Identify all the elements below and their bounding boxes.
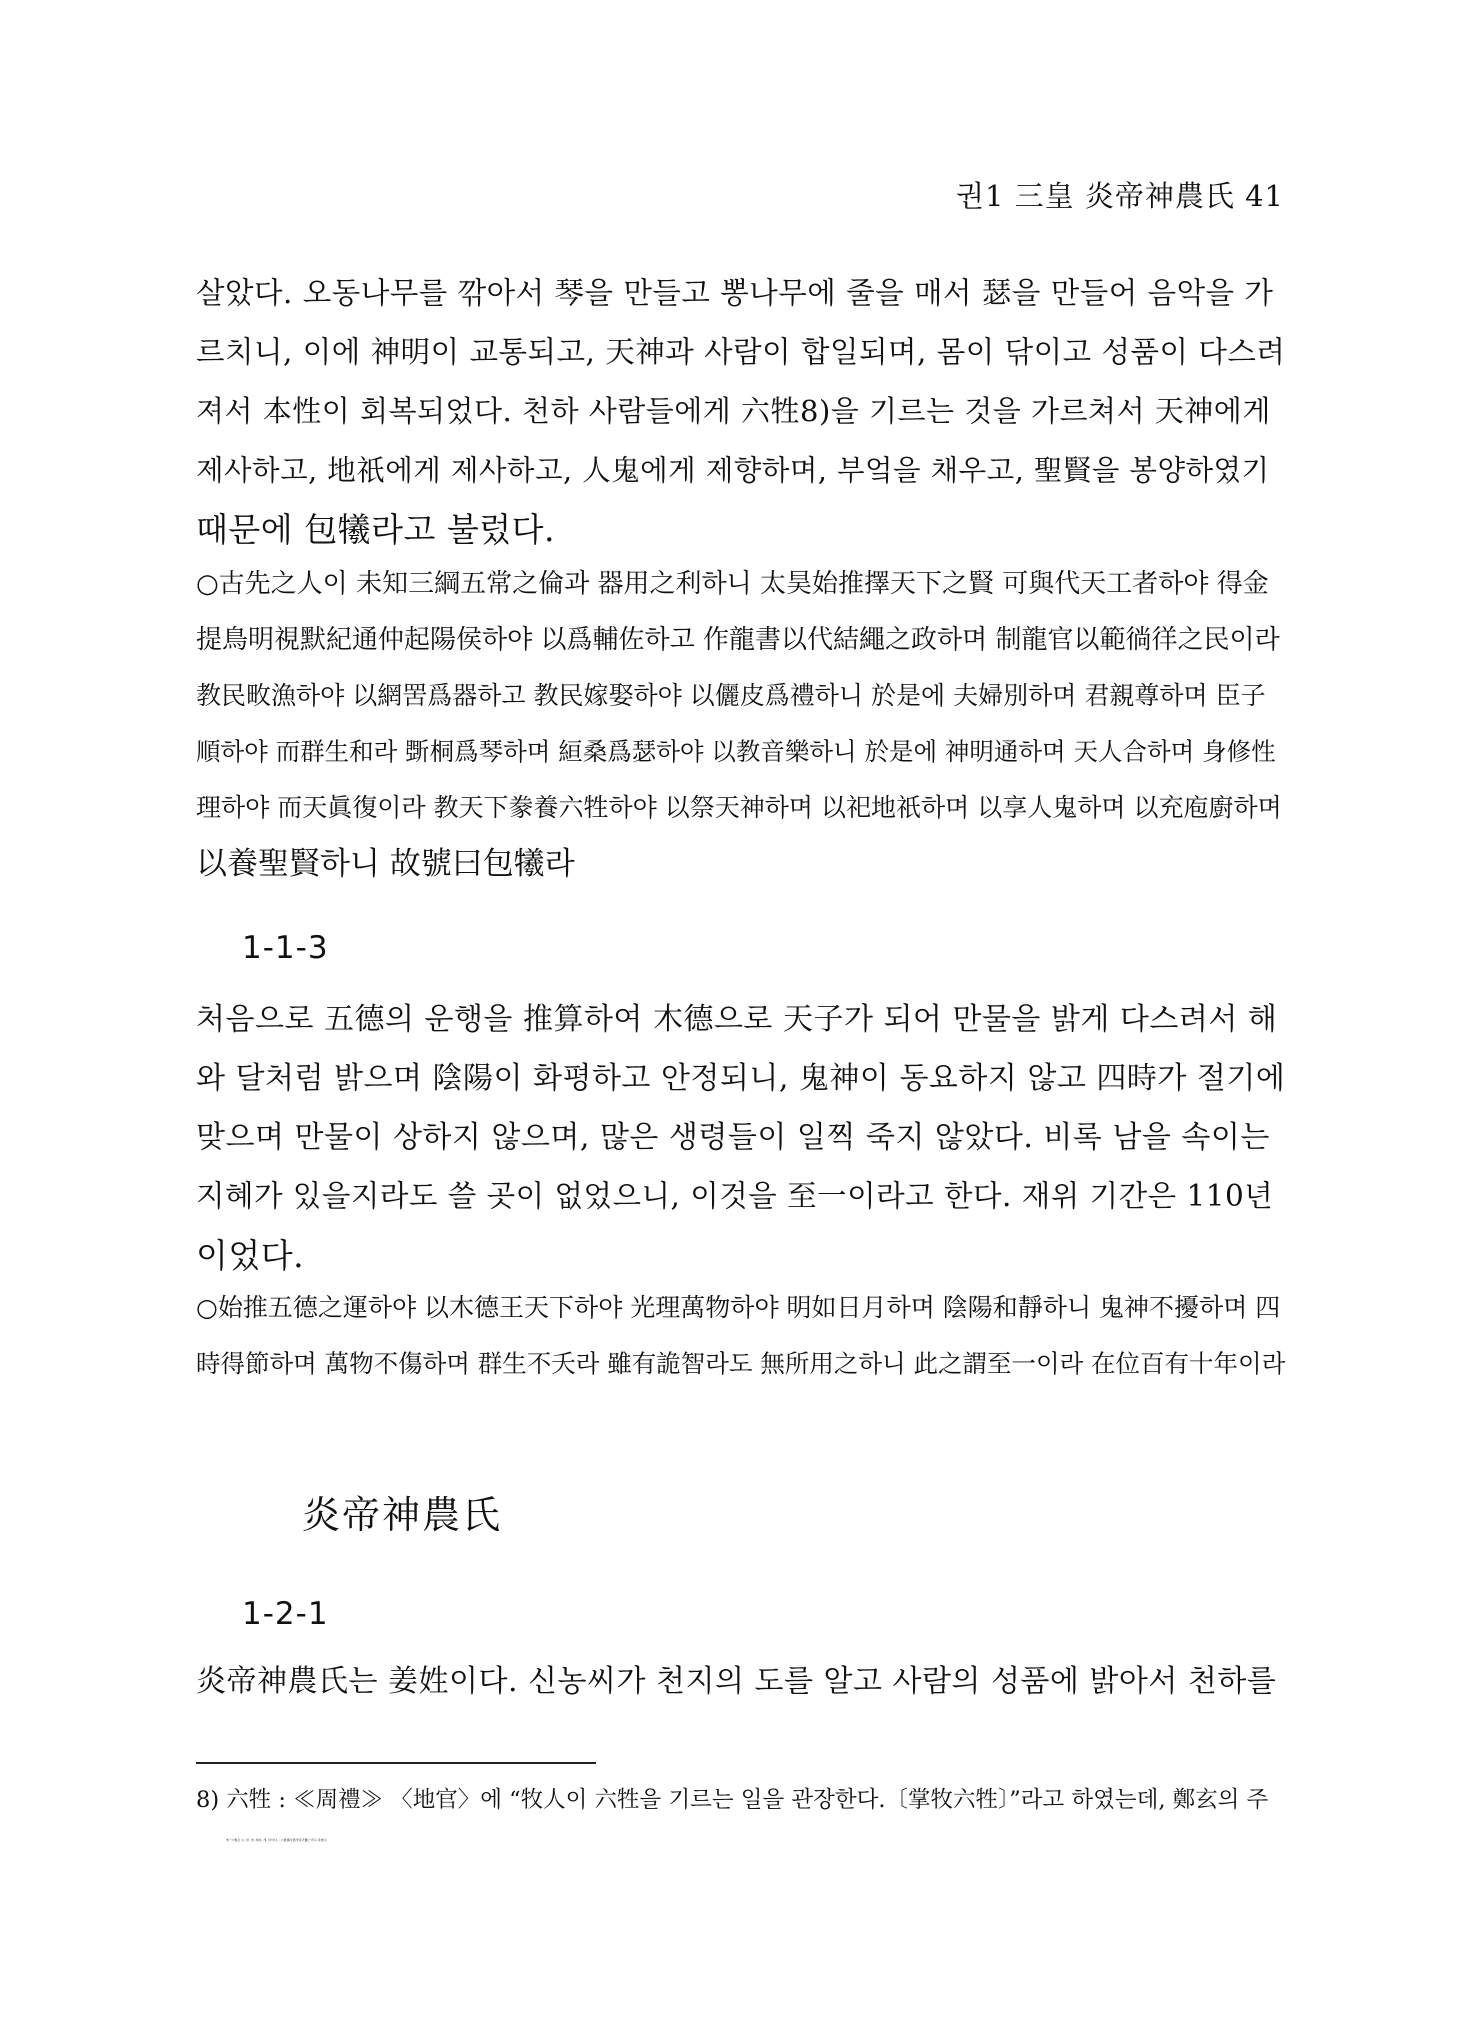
text-line: 져서 本性이 회복되었다. 천하 사람들에게 六牲8)을 기르는 것을 가르쳐서 天神에게 bbox=[196, 394, 1271, 428]
section-number: 1-2-1 bbox=[242, 1596, 329, 1632]
footnote bbox=[196, 1780, 1286, 1860]
hanja-original-paragraph bbox=[196, 556, 1286, 892]
section-number: 1-1-3 bbox=[242, 930, 329, 966]
text-line: 順하야 而群生和라 斲桐爲琴하며 絙桑爲瑟하야 以教音樂하니 於是에 神明通하며 天人合하며 身修性 bbox=[196, 737, 1276, 766]
text-line: ○古先之人이 未知三綱五常之倫과 器用之利하니 太昊始推擇天下之賢 可與代天工者하야 得金 bbox=[196, 569, 1269, 599]
translation-paragraph bbox=[196, 264, 1286, 559]
text-line: 살았다. 오동나무를 깎아서 琴을 만들고 뽕나무에 줄을 매서 瑟을 만들어 음악을 가 bbox=[196, 276, 1274, 310]
text-line: 때문에 包犧라고 불렀다. bbox=[196, 510, 555, 549]
text-line: 지혜가 있을지라도 쓸 곳이 없었으니, 이것을 至一이라고 한다. 재위 기간은 110년 bbox=[196, 1179, 1274, 1213]
text-line: 르치니, 이에 神明이 교통되고, 天神과 사람이 합일되며, 몸이 닦이고 성품이 다스려 bbox=[196, 335, 1286, 369]
text-line: 提鳥明視默紀通仲起陽侯하야 以爲輔佐하고 作龍書以代結繩之政하며 制龍官以範徜徉之民이라 bbox=[196, 625, 1280, 655]
footnote-divider bbox=[196, 1762, 596, 1764]
text-line: 炎帝神農氏는 姜姓이다. 신농씨가 천지의 도를 알고 사람의 성품에 밝아서 천하를 bbox=[196, 1664, 1277, 1699]
text-line: 教民畋漁하야 以網罟爲器하고 教民嫁娶하야 以儷皮爲禮하니 於是에 夫婦別하며 君親尊하며 臣子 bbox=[196, 681, 1266, 710]
footnote-line: 8) 六牲 : ≪周禮≫ 〈地官〉에 “牧人이 六牲을 기르는 일을 관장한다.〔掌牧六牲〕”라고 하였는데, 鄭玄의 주 bbox=[196, 1787, 1269, 1813]
text-line: 제사하고, 地祇에게 제사하고, 人鬼에게 제향하며, 부엌을 채우고, 聖賢을 봉양하였기 bbox=[196, 454, 1270, 487]
text-line: 以養聖賢하니 故號曰包犧라 bbox=[196, 846, 575, 882]
footnote-line: 에 “六牲은 소, 말, 양, 돼지, 개, 닭이다.〔六牲謂牛馬羊豕犬雞〕”라고 하였다. bbox=[226, 1838, 328, 1842]
text-line: ○始推五德之運하야 以木德王天下하야 光理萬物하야 明如日月하며 陰陽和靜하니 鬼神不擾하며 四 bbox=[196, 1293, 1281, 1322]
entry-title: 炎帝神農氏 bbox=[302, 1493, 503, 1537]
running-head: 권1 三皇 炎帝神農氏 41 bbox=[955, 179, 1284, 213]
hanja-original-paragraph bbox=[196, 1280, 1286, 1392]
translation-paragraph bbox=[196, 1652, 1286, 1711]
text-line: 理하야 而天眞復이라 教天下豢養六牲하야 以祭天神하며 以祀地祇하며 以享人鬼하며 以充庖廚하며 bbox=[196, 793, 1282, 822]
text-line: 時得節하며 萬物不傷하며 群生不夭라 雖有詭智라도 無所用之하니 此之謂至一이라 在位百有十年이라 bbox=[196, 1349, 1286, 1378]
text-line: 처음으로 五德의 운행을 推算하여 木德으로 天子가 되어 만물을 밝게 다스려서 해 bbox=[196, 1002, 1278, 1037]
translation-paragraph bbox=[196, 990, 1286, 1285]
text-line: 이었다. bbox=[196, 1236, 305, 1275]
text-line: 맞으며 만물이 상하지 않으며, 많은 생령들이 일찍 죽지 않았다. 비록 남을 속이는 bbox=[196, 1120, 1270, 1155]
text-line: 와 달처럼 밝으며 陰陽이 화평하고 안정되니, 鬼神이 동요하지 않고 四時가 절기에 bbox=[196, 1061, 1286, 1096]
